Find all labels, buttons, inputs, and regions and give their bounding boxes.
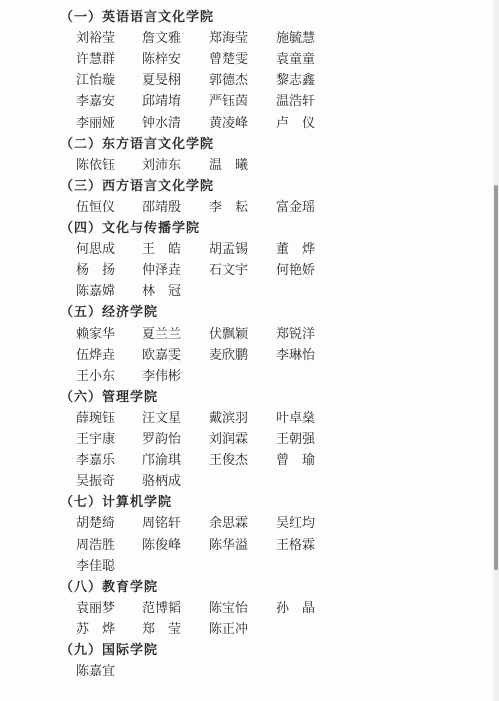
- student-name: 孙 晶: [276, 600, 316, 616]
- student-name: 王宇康: [76, 432, 116, 447]
- section-heading: （九）国际学院: [60, 643, 159, 658]
- student-name: 陈梓安: [142, 52, 182, 68]
- student-name: 汪文星: [142, 410, 182, 426]
- student-name: 李琳怡: [276, 347, 316, 363]
- student-name: 卢 仪: [276, 115, 316, 131]
- student-name: 李丽娅: [76, 115, 116, 131]
- section-heading: （二）东方语言文化学院: [60, 136, 215, 152]
- student-name: 严钰茵: [209, 94, 249, 110]
- student-name: 仲泽垚: [142, 263, 182, 279]
- student-name: 余思霖: [209, 516, 249, 532]
- student-name: 刘沛东: [142, 157, 182, 173]
- student-name: 林 冠: [142, 284, 182, 300]
- student-name: 温 曦: [209, 157, 249, 173]
- student-name: 董 烨: [276, 242, 316, 258]
- student-name: 周铭轩: [142, 516, 182, 532]
- student-name: 李 耘: [209, 199, 249, 215]
- student-name: 赖家华: [76, 326, 116, 342]
- vertical-scrollbar[interactable]: [493, 0, 499, 701]
- student-name: 袁丽梦: [76, 600, 116, 616]
- student-name: 李嘉安: [76, 94, 116, 110]
- student-name: 陈俊峰: [142, 537, 182, 553]
- student-name: 伏飘颖: [209, 326, 249, 342]
- student-name: 何思成: [76, 242, 116, 258]
- student-name: 吴振奇: [76, 474, 116, 490]
- student-name: 戴滨羽: [209, 410, 249, 426]
- student-name: 王小东: [76, 368, 116, 384]
- student-name: 钟水清: [142, 115, 182, 131]
- student-name: 邝渝琪: [142, 453, 182, 469]
- student-name: 罗韵怡: [142, 432, 182, 447]
- student-name: 李伟彬: [142, 368, 182, 384]
- student-name: 苏 烨: [76, 621, 116, 637]
- student-name: 施毓慧: [276, 31, 316, 47]
- student-name: 李嘉乐: [76, 453, 116, 469]
- student-name: 刘润霖: [209, 432, 249, 447]
- scrollbar-thumb[interactable]: [494, 185, 498, 570]
- student-name: 陈宝怡: [209, 600, 249, 616]
- student-name: 何艳娇: [276, 263, 316, 279]
- student-name: 邵靖殷: [142, 199, 182, 215]
- student-name: 周浩胜: [76, 537, 116, 553]
- student-name: 夏旻栩: [142, 73, 182, 89]
- student-name: 胡楚绮: [76, 516, 116, 532]
- student-name: 陈嘉嫦: [76, 284, 116, 300]
- student-name: 王朝强: [276, 432, 316, 447]
- section-heading: （一）英语语言文化学院: [60, 10, 215, 25]
- student-name: 曾楚雯: [209, 52, 249, 68]
- student-name: 杨 扬: [76, 263, 116, 279]
- student-name: 王格霖: [276, 537, 316, 553]
- student-name: 夏兰兰: [142, 326, 182, 342]
- student-name: 许慧群: [76, 52, 116, 68]
- student-name: 郑 莹: [142, 621, 182, 637]
- student-name: 詹文雅: [142, 31, 182, 47]
- student-name: 黎志鑫: [276, 73, 316, 89]
- student-name: 江怡璇: [76, 73, 116, 89]
- student-name: 伍烨垚: [76, 347, 116, 363]
- student-name: 郭德杰: [209, 73, 249, 89]
- section-heading: （五）经济学院: [60, 305, 159, 321]
- section-heading: （八）教育学院: [60, 579, 159, 595]
- student-name: 黄凌峰: [209, 115, 249, 131]
- student-name: 郑锐洋: [276, 326, 316, 342]
- student-name: 曾 瑜: [276, 453, 316, 469]
- student-name: 石文宇: [209, 263, 249, 279]
- section-heading: （三）西方语言文化学院: [60, 178, 215, 194]
- student-name: 陈嘉宜: [76, 664, 116, 680]
- student-name: 王俊杰: [209, 453, 249, 469]
- section-heading: （六）管理学院: [60, 389, 159, 405]
- student-name: 陈依钰: [76, 157, 116, 173]
- student-name: 袁童童: [276, 52, 316, 68]
- student-name: 骆柄成: [142, 474, 182, 490]
- student-name: 富金瑶: [276, 199, 316, 215]
- student-name: 薛琬钰: [76, 410, 116, 426]
- student-name: 陈正冲: [209, 621, 249, 637]
- student-name: 刘裕莹: [76, 31, 116, 47]
- student-name: 陈华溢: [209, 537, 249, 553]
- student-name: 范博韬: [142, 600, 182, 616]
- student-name: 麦欣鹏: [209, 347, 249, 363]
- student-name: 王 皓: [142, 242, 182, 258]
- student-name: 李佳聪: [76, 558, 116, 574]
- student-name: 伍恒仪: [76, 199, 116, 215]
- student-name: 欧嘉雯: [142, 347, 182, 363]
- student-name: 郑海莹: [209, 31, 249, 47]
- section-heading: （七）计算机学院: [60, 495, 173, 511]
- student-name: 邱靖堉: [142, 94, 182, 110]
- student-name: 吴红均: [276, 516, 316, 532]
- section-heading: （四）文化与传播学院: [60, 221, 201, 236]
- student-name: 叶卓燊: [276, 410, 316, 426]
- student-name: 温浩轩: [276, 94, 316, 110]
- student-name: 胡孟锡: [209, 242, 249, 258]
